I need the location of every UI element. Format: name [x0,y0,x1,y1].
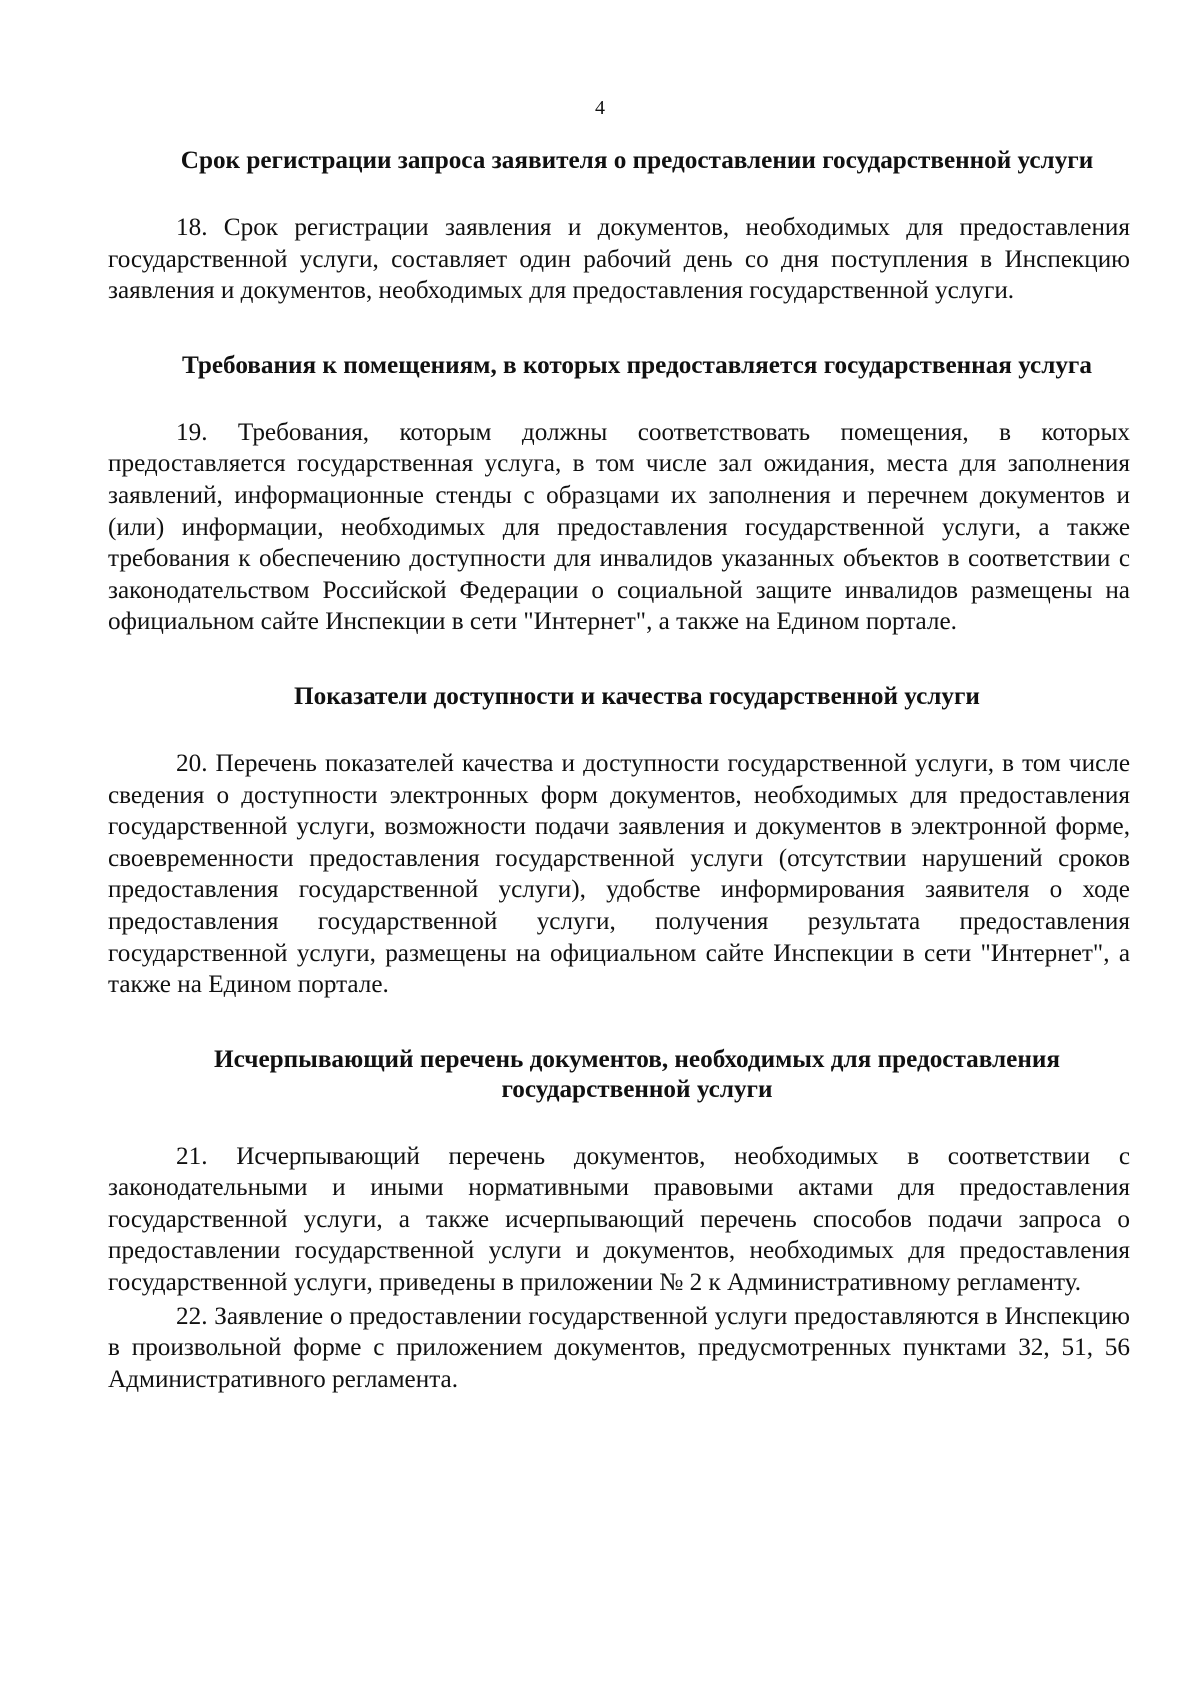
document-body [108,146,1130,1395]
paragraph-19: 19. Требования, которым должны соответствовать помещения, в которых предоставляется государственная услуга, в том числе зал ожидания, места для заполнения заявлений, информационные стенды с образцами их заполнения и перечнем документов и (или) информации, необходимых для предоставления государственной услуги, а также требования к обеспечению доступности для инвалидов указанных объектов в соответствии с законодательством Российской Федерации о социальной защите инвалидов размещены на официальном сайте Инспекции в сети "Интернет", а также на Едином портале. [108,418,1130,636]
section-heading-documents: Исчерпывающий перечень документов, необходимых для предоставления государственной услуги [213,1045,1060,1103]
paragraph-21: 21. Исчерпывающий перечень документов, необходимых в соответствии с законодательными и иными нормативными правовыми актами для предоставления государственной услуги, а также исчерпывающий перечень способов подачи запроса о предоставлении государственной услуги и документов, необходимых для предоставления государственной услуги, приведены в приложении № 2 к Административному регламенту. [108,1142,1130,1297]
paragraph-20: 20. Перечень показателей качества и доступности государственной услуги, в том числе сведения о доступности электронных форм документов, необходимых для предоставления государственной услуги, возможности подачи заявления и документов в электронной форме, своевременности предоставления государственной услуги (отсутствии нарушений сроков предоставления государственной услуги), удобстве информирования заявителя о ходе предоставления государственной услуги, получения результата предоставления государственной услуги, размещены на официальном сайте Инспекции в сети "Интернет", а также на Едином портале. [108,749,1130,999]
paragraph-22: 22. Заявление о предоставлении государственной услуги предоставляются в Инспекцию в произвольной форме с приложением документов, предусмотренных пунктами 32, 51, 56 Административного регламента. [108,1302,1130,1393]
section-heading-registration: Срок регистрации запроса заявителя о предоставлении государственной услуги [180,147,1094,174]
paragraph-18: 18. Срок регистрации заявления и документов, необходимых для предоставления государственной услуги, составляет один рабочий день со дня поступления в Инспекцию заявления и документов, необходимых для предоставления государственной услуги. [108,214,1130,305]
section-heading-quality: Показатели доступности и качества государственной услуги [294,682,980,710]
page-number: 4 [595,97,605,119]
section-heading-premises: Требования к помещениям, в которых предоставляется государственная услуга [182,351,1092,379]
